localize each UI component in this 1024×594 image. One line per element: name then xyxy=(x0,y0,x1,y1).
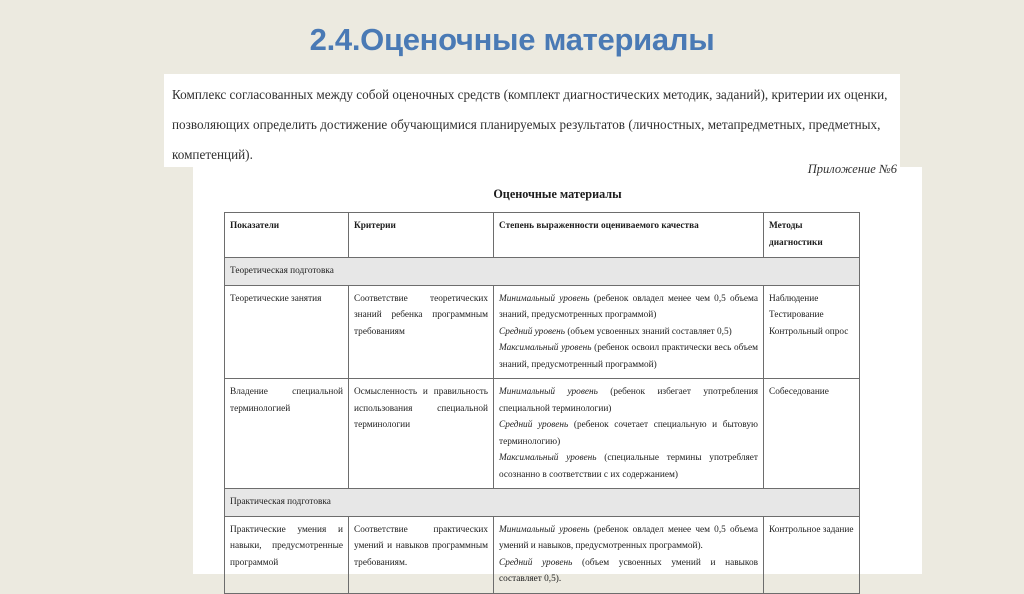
level-description: (ребенок избегает употребления специальной терминологии) xyxy=(499,387,758,414)
level-entry xyxy=(499,291,758,324)
level-entry xyxy=(499,555,758,588)
method-item: Контрольный опрос xyxy=(769,326,849,337)
level-description: (ребенок овладел менее чем 0,5 объема знаний, предусмотренных программой) xyxy=(499,293,758,320)
level-description: (ребенок освоил практически весь объем знаний, предусмотренный программой) xyxy=(499,343,758,370)
level-label: Средний уровень xyxy=(499,557,573,568)
cell-methods xyxy=(764,285,860,379)
table-section-title: Практическая подготовка xyxy=(225,489,860,517)
document-page xyxy=(193,162,922,584)
level-entry xyxy=(499,384,758,417)
table-section-row xyxy=(225,258,860,286)
table-row xyxy=(225,379,860,489)
table-body xyxy=(225,258,860,594)
appendix-label: Приложение №6 xyxy=(807,162,897,176)
cell-degree xyxy=(494,285,764,379)
page-title: 2.4.Оценочные материалы xyxy=(309,22,715,57)
document-title: Оценочные материалы xyxy=(493,187,622,201)
column-header-criteria: Критерии xyxy=(349,213,494,258)
intro-paragraph: Комплекс согласованных между собой оценочных средств (комплект диагностических методик, заданий), критерии их оценки, позволяющих определить достижение обучающимися планируемых результатов (личностных, метапредметных, предметных, компетенций). xyxy=(172,87,888,162)
level-label: Минимальный уровень xyxy=(499,293,590,304)
level-description: (объем усвоенных умений и навыков составляет 0,5). xyxy=(499,557,758,584)
column-header-indicators: Показатели xyxy=(225,213,349,258)
level-entry xyxy=(499,324,758,341)
cell-degree xyxy=(494,516,764,593)
method-item: Тестирование xyxy=(769,310,824,320)
method-item: Наблюдение xyxy=(769,293,819,304)
level-description: (ребенок сочетает специальную и бытовую терминологию) xyxy=(499,420,758,447)
level-description: (ребенок овладел менее чем 0,5 объема умений и навыков, предусмотренных программой). xyxy=(499,524,758,551)
level-label: Средний уровень xyxy=(499,326,565,337)
level-entry xyxy=(499,522,758,555)
level-description: (специальные термины употребляет осознанно в соответствии с их содержанием) xyxy=(499,453,758,480)
level-entry xyxy=(499,340,758,373)
column-header-degree: Степень выраженности оцениваемого качества xyxy=(494,213,764,258)
cell-methods xyxy=(764,379,860,489)
cell-methods xyxy=(764,516,860,593)
cell-indicator: Теоретические занятия xyxy=(225,285,349,379)
cell-criterion: Осмысленность и правильность использования специальной терминологии xyxy=(349,379,494,489)
intro-card xyxy=(164,74,900,167)
column-header-methods: Методы диагностики xyxy=(764,213,860,258)
cell-criterion: Соответствие теоретических знаний ребенка программным требованиям xyxy=(349,285,494,379)
assessment-materials-table xyxy=(224,212,860,594)
cell-indicator: Практические умения и навыки, предусмотренные программой xyxy=(225,516,349,593)
level-description: (объем усвоенных знаний составляет 0,5) xyxy=(565,326,732,337)
level-label: Максимальный уровень xyxy=(499,453,597,463)
level-label: Минимальный уровень xyxy=(499,387,598,397)
level-label: Максимальный уровень xyxy=(499,343,592,353)
level-label: Средний уровень xyxy=(499,420,569,430)
cell-degree xyxy=(494,379,764,489)
cell-indicator: Владение специальной терминологией xyxy=(225,379,349,489)
table-header-row xyxy=(225,213,860,258)
table-section-row xyxy=(225,489,860,517)
table-row xyxy=(225,285,860,379)
level-entry xyxy=(499,417,758,450)
level-entry xyxy=(499,450,758,483)
table-head xyxy=(225,213,860,258)
level-label: Минимальный уровень xyxy=(499,524,590,535)
cell-criterion: Соответствие практических умений и навыков программным требованиям. xyxy=(349,516,494,593)
table-row xyxy=(225,516,860,593)
method-item: Контрольное задание xyxy=(769,524,854,535)
table-section-title: Теоретическая подготовка xyxy=(225,258,860,286)
method-item: Собеседование xyxy=(769,387,829,397)
